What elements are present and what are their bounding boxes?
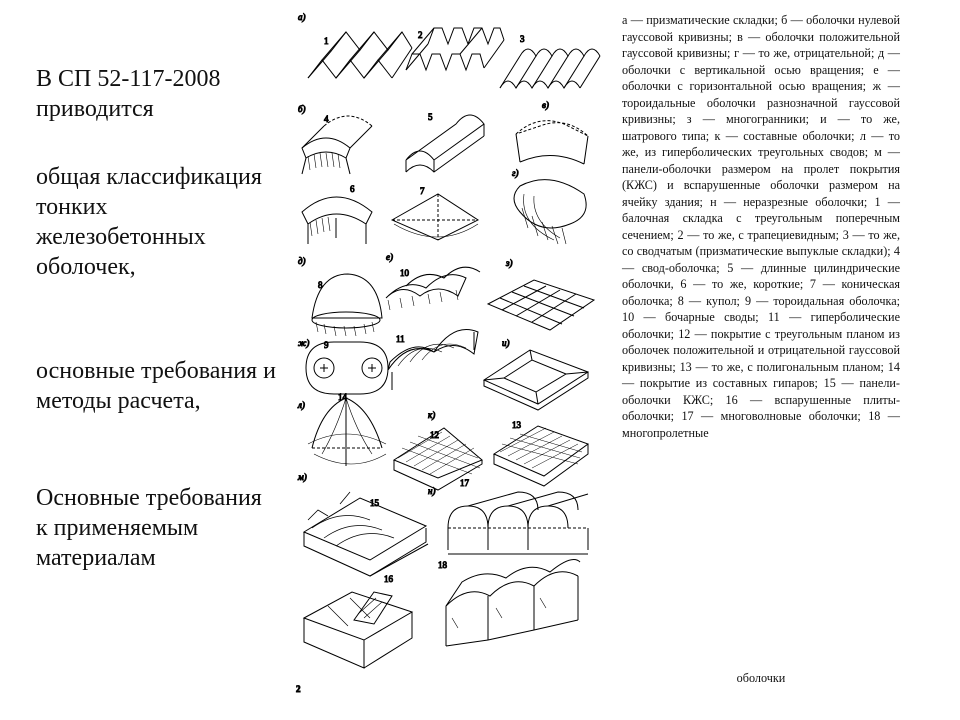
shape-number: 14 xyxy=(338,392,347,402)
letter-label: л) xyxy=(298,400,305,410)
letter-label: ж) xyxy=(298,338,310,348)
shape-number: 1 xyxy=(324,36,329,46)
shell-types-figure xyxy=(288,8,608,700)
shape-number: 3 xyxy=(520,34,525,44)
shape-number: 15 xyxy=(370,498,379,508)
letter-label: з) xyxy=(506,258,513,268)
shape-number: 16 xyxy=(384,574,393,584)
shape-number: 13 xyxy=(512,420,521,430)
letter-label: к) xyxy=(428,410,436,420)
shape-18-multispan-shells xyxy=(446,560,580,646)
shape-7-cone xyxy=(392,194,478,240)
letter-label: е) xyxy=(386,252,393,262)
text-block-classification: общая классификация тонких железобетонных оболочек, xyxy=(36,164,262,280)
shape-number: 7 xyxy=(420,186,425,196)
shape-number: 6 xyxy=(350,184,355,194)
shape-number: 8 xyxy=(318,280,323,290)
shape-number: 4 xyxy=(324,114,329,124)
intro-heading: В СП 52-117-2008 приводится xyxy=(36,66,221,122)
letter-label: г) xyxy=(512,168,519,178)
shape-16-domed-slabs xyxy=(304,592,412,668)
page-number: 2 xyxy=(296,684,301,694)
figure-caption-end: оболочки xyxy=(736,671,786,685)
shape-b4-barrel-vault xyxy=(302,116,372,174)
shape-i-tent-polyhedron xyxy=(484,350,588,410)
shape-8-dome xyxy=(312,274,382,336)
text-block-materials: Основные требования к применяемым материалам xyxy=(36,485,262,571)
shape-number: 5 xyxy=(428,112,433,122)
shape-b5-long-cylinder xyxy=(406,115,484,172)
letter-label: в) xyxy=(542,100,549,110)
shape-number: 18 xyxy=(438,560,447,570)
shape-number: 9 xyxy=(324,340,329,350)
letter-label: и) xyxy=(502,338,510,348)
letter-label: н) xyxy=(428,486,436,496)
shape-17-multiwave-shells xyxy=(448,492,588,554)
shape-15-kzhs-panels xyxy=(304,492,428,576)
shape-14-composite-hypars xyxy=(308,398,386,466)
shape-z-polyhedron xyxy=(488,280,594,330)
shape-number: 17 xyxy=(460,478,469,488)
shape-a3-folded-vaulted xyxy=(500,49,600,88)
letter-label: б) xyxy=(298,104,306,114)
shape-number: 12 xyxy=(430,430,439,440)
shape-13-polygonal-plan xyxy=(494,426,588,486)
letter-label: м) xyxy=(298,472,307,482)
text-block-requirements: основные требования и методы расчета, xyxy=(36,358,276,414)
shape-number: 2 xyxy=(418,30,423,40)
shape-b6-short-cylinder xyxy=(516,121,588,164)
shape-v6-short-shells xyxy=(302,197,372,244)
shape-g-hyperbolic-saddle xyxy=(514,180,586,244)
shape-number: 11 xyxy=(396,334,405,344)
letter-label: д) xyxy=(298,256,306,266)
shape-9-torus xyxy=(306,342,388,394)
shape-number: 10 xyxy=(400,268,409,278)
letter-label: а) xyxy=(298,12,306,22)
figure-caption: а — призматические складки; б — оболочки нулевой гауссовой кривизны; в — оболочки положительной гауссовой кривизны; г — то же, отрицательной; д — оболочки с вертикальной осью вращения; е — оболочки с горизонтальной осью вращения; ж — тороидальные оболочки разнозначной гауссовой кривизны; з — многогранники; и — то же, шатрового типа; к — составные оболочки; л — то же, из гиперболических треугольных сводов; м — панели-оболочки размером на пролет покрытия (КЖС) и вспарушенные оболочки размером на ячейку здания; н — неразрезные оболочки; 1 — балочная складка с треугольным поперечным сечением; 2 — то же, с трапециевидным; 3 — то же, со сводчатым (призматические выпуклые складки); 4 — свод-оболочка; 5 — длинные цилиндрические оболочки, 6 — то же, короткие; 7 — коническая оболочка; 8 — купол; 9 — тороидальная оболочка; 10 — бочарные своды; 11 — гиперболические оболочки; 12 — покрытие с треугольным планом из оболочек положительной и отрицательной гауссовой кривизны; 13 — то же, с полигональным планом; 14 — покрытие из составных гипаров; 15 — панели-оболочки КЖС; 16 — вспарушенные плиты-оболочки; 17 — многоволновые оболочки; 18 — многопролетные xyxy=(622,13,900,440)
